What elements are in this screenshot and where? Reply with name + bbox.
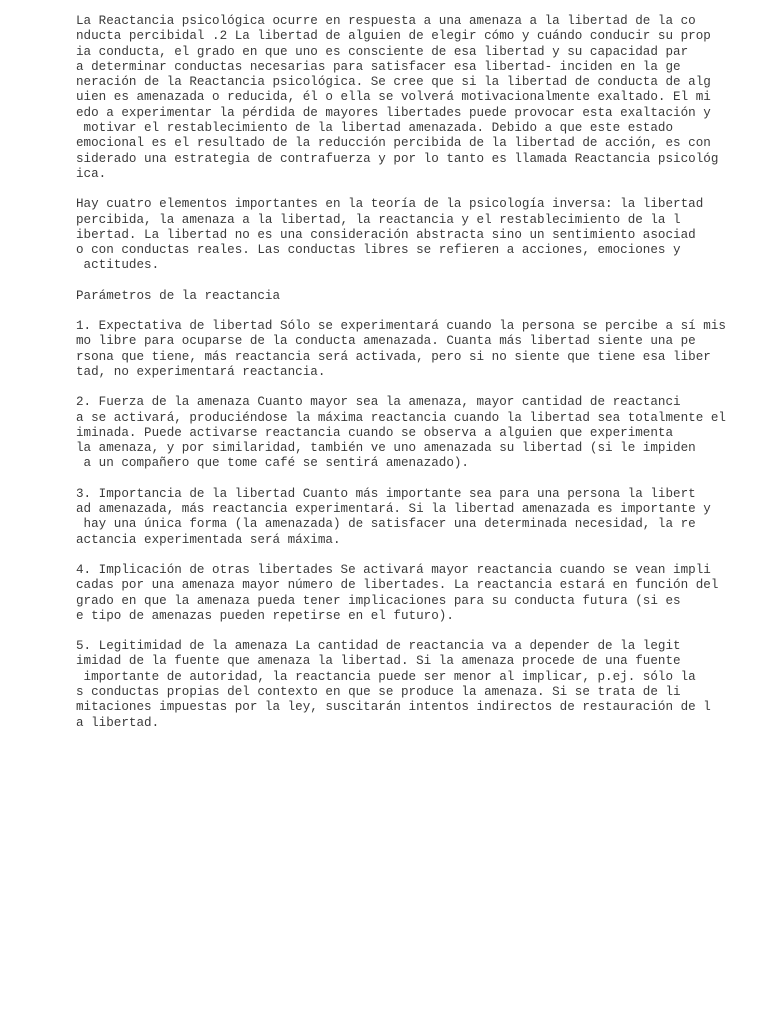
text-line: nducta percibidal .2 La libertad de alguien de elegir cómo y cuándo conducir su prop (76, 29, 711, 44)
text-line: 3. Importancia de la libertad Cuanto más importante sea para una persona la libert (76, 486, 696, 501)
paragraph (76, 395, 736, 471)
text-line: a se activará, produciéndose la máxima reactancia cuando la libertad sea totalmente el (76, 410, 726, 425)
paragraph (76, 197, 736, 273)
text-line: tad, no experimentará reactancia. (76, 364, 326, 379)
text-line: importante de autoridad, la reactancia puede ser menor al implicar, p.ej. sólo la (76, 669, 696, 684)
text-line: motivar el restablecimiento de la libertad amenazada. Debido a que este estado (76, 121, 674, 136)
text-line: Hay cuatro elementos importantes en la teoría de la psicología inversa: la libertad (76, 197, 704, 212)
text-line: mo libre para ocuparse de la conducta amenazada. Cuanta más libertad siente una pe (76, 334, 696, 349)
text-line: actancia experimentada será máxima. (76, 532, 341, 547)
text-line: mitaciones impuestas por la ley, suscitarán intentos indirectos de restauración de l (76, 700, 711, 715)
text-line: ia conducta, el grado en que uno es consciente de esa libertad y su capacidad par (76, 44, 689, 59)
text-line: Parámetros de la reactancia (76, 288, 281, 303)
text-line: e tipo de amenazas pueden repetirse en el futuro). (76, 608, 454, 623)
paragraph (76, 563, 736, 624)
text-line: ad amenazada, más reactancia experimentará. Si la libertad amenazada es importante y (76, 502, 711, 517)
text-line: grado en que la amenaza pueda tener implicaciones para su conducta futura (si es (76, 593, 681, 608)
text-line: s conductas propias del contexto en que se produce la amenaza. Si se trata de li (76, 684, 681, 699)
text-line: rsona que tiene, más reactancia será activada, pero si no siente que tiene esa liber (76, 349, 711, 364)
text-line: a libertad. (76, 715, 160, 730)
text-line: neración de la Reactancia psicológica. Se cree que si la libertad de conducta de alg (76, 75, 711, 90)
text-line: imidad de la fuente que amenaza la libertad. Si la amenaza procede de una fuente (76, 654, 681, 669)
text-line: hay una única forma (la amenazada) de satisfacer una determinada necesidad, la re (76, 517, 696, 532)
text-line: siderado una estrategia de contrafuerza y por lo tanto es llamada Reactancia psicológ (76, 151, 719, 166)
text-line: 4. Implicación de otras libertades Se activará mayor reactancia cuando se vean impli (76, 562, 711, 577)
text-line: ica. (76, 166, 107, 181)
text-line: La Reactancia psicológica ocurre en respuesta a una amenaza a la libertad de la co (76, 14, 696, 28)
paragraph (76, 319, 736, 380)
text-line: 2. Fuerza de la amenaza Cuanto mayor sea la amenaza, mayor cantidad de reactanci (76, 395, 681, 410)
text-line: actitudes. (76, 258, 160, 273)
document-page (76, 14, 736, 746)
text-line: a determinar conductas necesarias para satisfacer esa libertad- inciden en la ge (76, 59, 681, 74)
text-line: edo a experimentar la pérdida de mayores libertades puede provocar esta exaltación y (76, 105, 711, 120)
text-line: ibertad. La libertad no es una consideración abstracta sino un sentimiento asociad (76, 227, 696, 242)
paragraph (76, 14, 736, 182)
text-line: 1. Expectativa de libertad Sólo se experimentará cuando la persona se percibe a sí mis (76, 319, 726, 334)
text-line: uien es amenazada o reducida, él o ella se volverá motivacionalmente exaltado. El mi (76, 90, 711, 105)
text-line: 5. Legitimidad de la amenaza La cantidad de reactancia va a depender de la legit (76, 639, 681, 654)
text-line: iminada. Puede activarse reactancia cuando se observa a alguien que experimenta (76, 425, 674, 440)
text-line: a un compañero que tome café se sentirá amenazado). (76, 456, 469, 471)
text-line: cadas por una amenaza mayor número de libertades. La reactancia estará en función del (76, 578, 719, 593)
text-line: emocional es el resultado de la reducción percibida de la libertad de acción, es con (76, 136, 711, 151)
paragraph (76, 639, 736, 731)
text-line: o con conductas reales. Las conductas libres se refieren a acciones, emociones y (76, 243, 681, 258)
paragraph (76, 487, 736, 548)
paragraph (76, 289, 736, 304)
text-line: la amenaza, y por similaridad, también ve uno amenazada su libertad (si le impiden (76, 441, 696, 456)
text-line: percibida, la amenaza a la libertad, la reactancia y el restablecimiento de la l (76, 212, 681, 227)
